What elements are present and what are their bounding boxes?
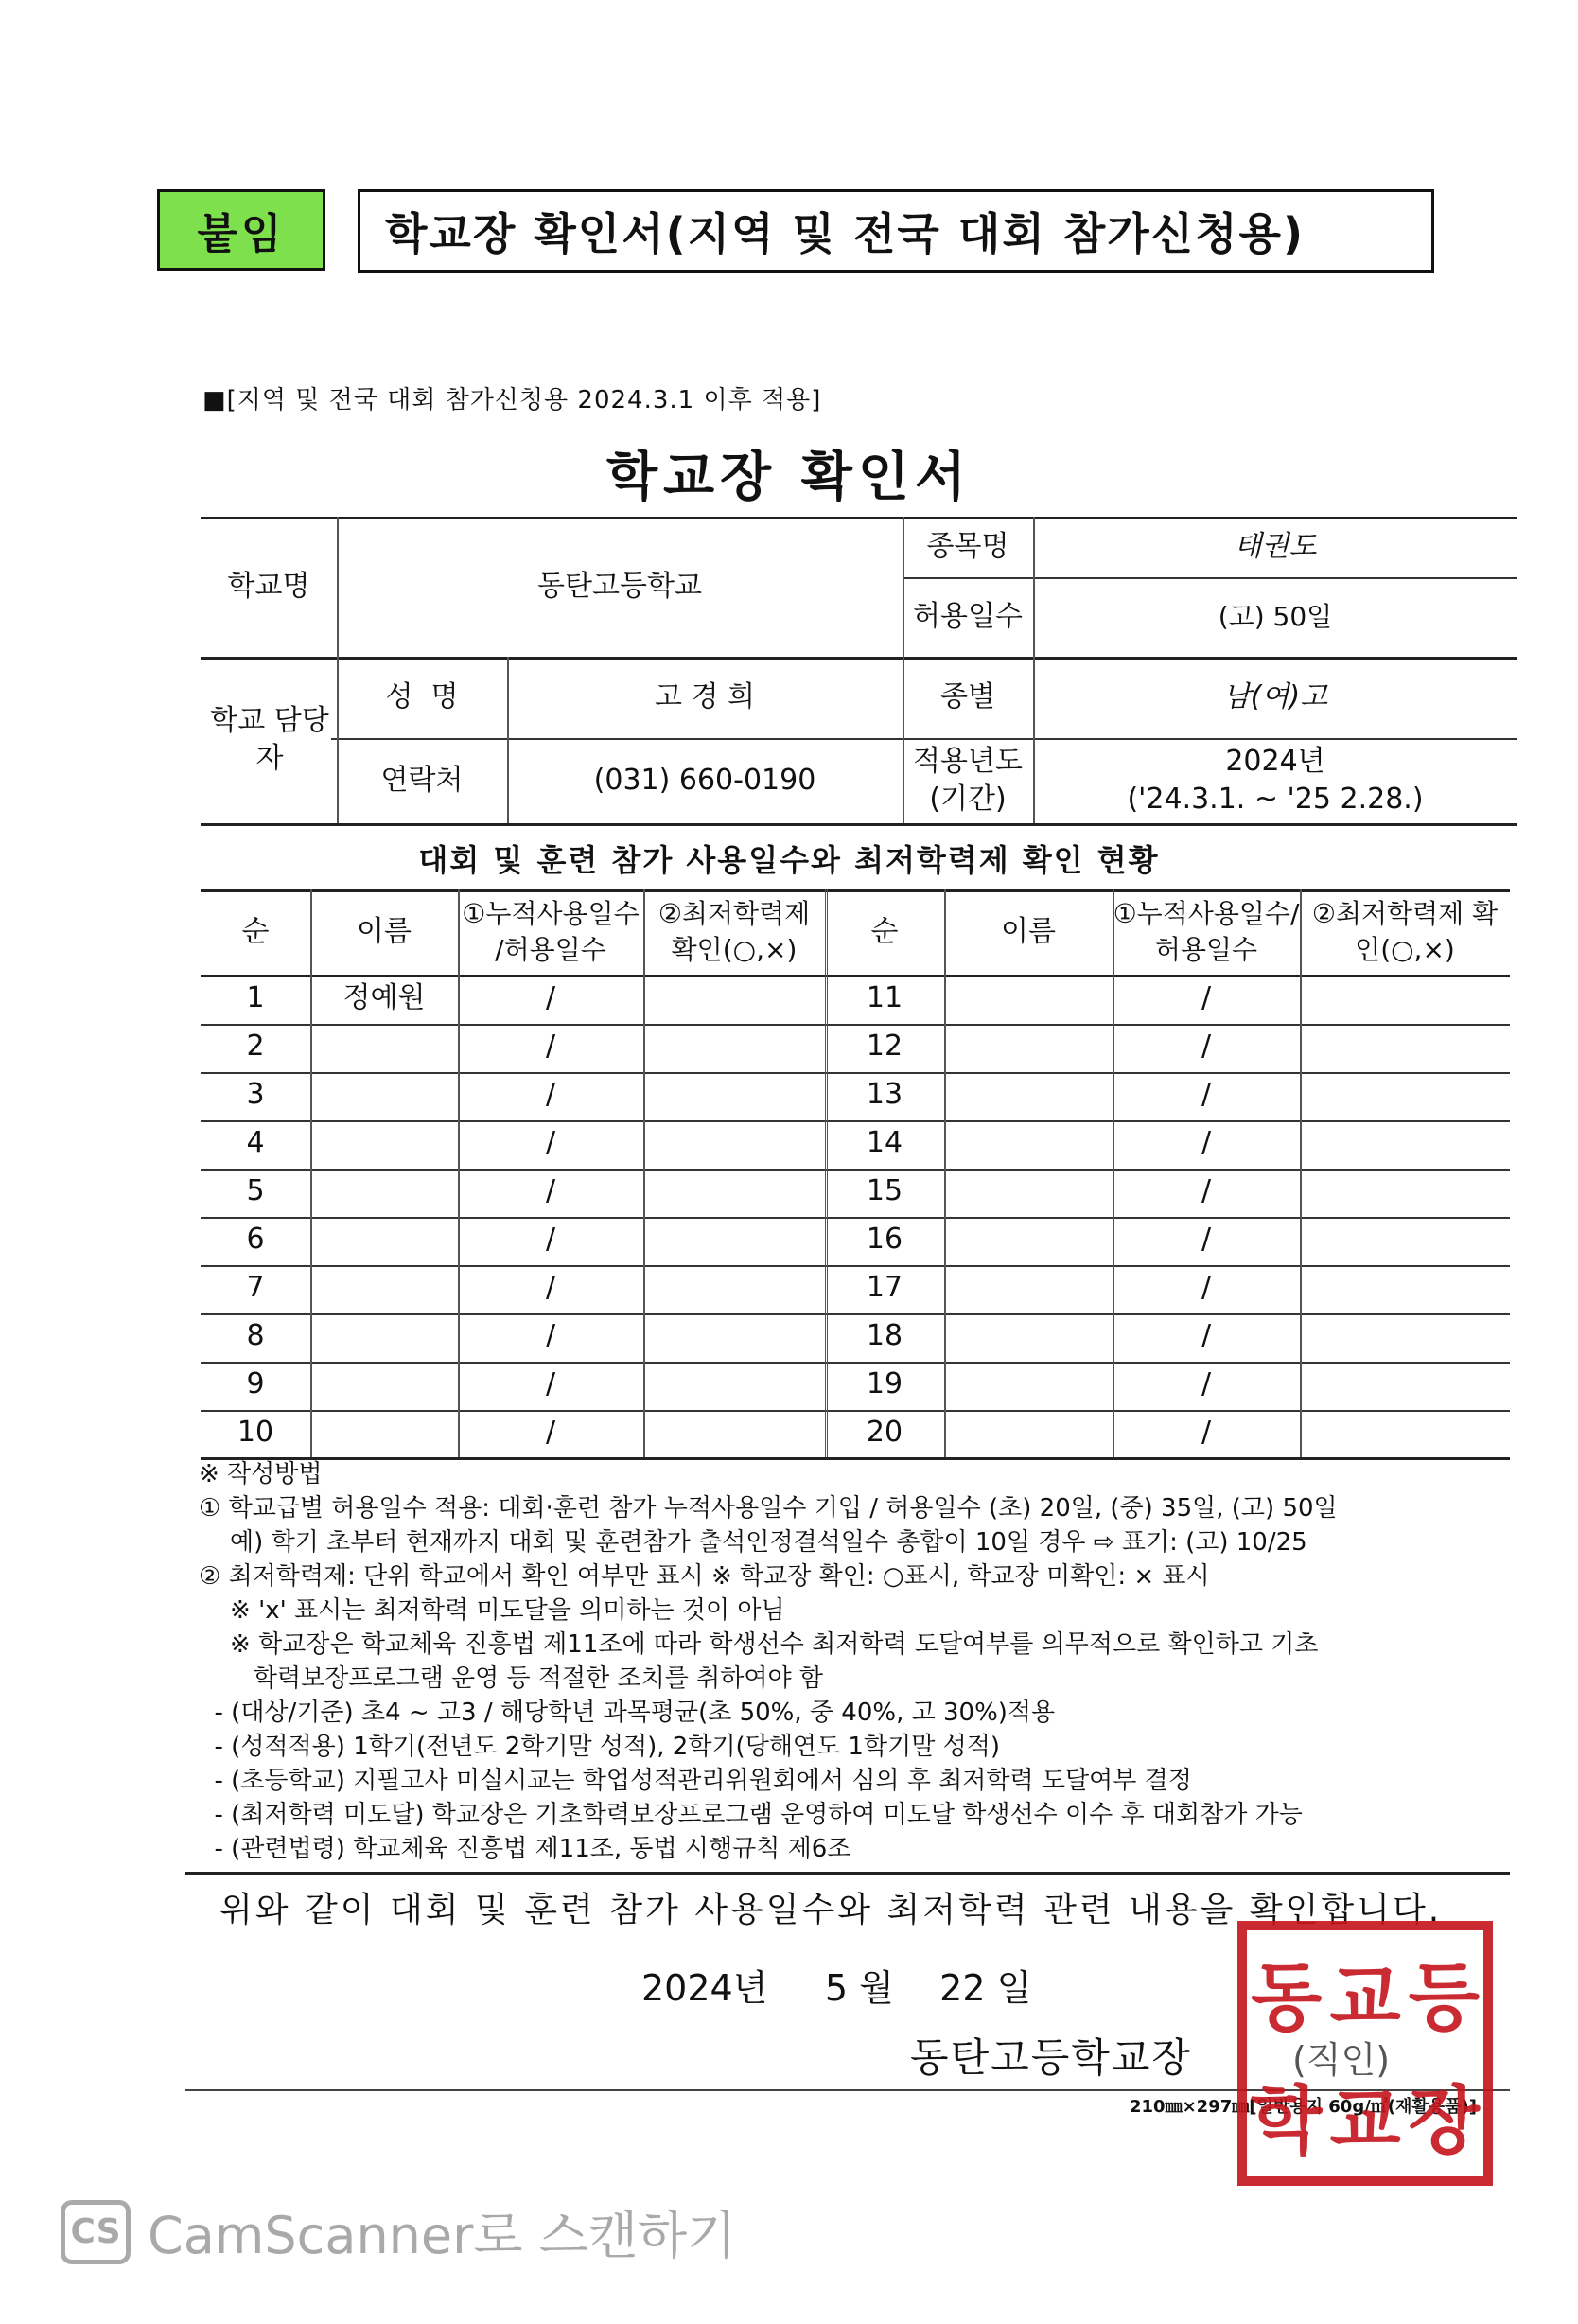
cell-r-days: / <box>1201 1319 1212 1353</box>
cell-r-days: / <box>1201 1367 1212 1401</box>
school-seal-stamp <box>1237 1921 1493 2186</box>
year-value-line2: ('24.3.1. ~ '25 2.28.) <box>1127 783 1424 816</box>
cell-l-days: / <box>545 1030 556 1064</box>
cell-r-days: / <box>1201 1078 1212 1112</box>
cell-l-check <box>643 1071 825 1119</box>
cell-r-no: 20 <box>866 1416 903 1450</box>
cell-l-days: / <box>545 1367 556 1401</box>
cell-r-no: 12 <box>866 1030 903 1064</box>
cell-l-check <box>643 1264 825 1312</box>
confirmation-text: 위와 같이 대회 및 훈련 참가 사용일수와 최저학력 관련 내용을 확인합니다. <box>219 1891 1443 1929</box>
sport-label: 종목명 <box>926 529 1009 563</box>
cell-r-no: 14 <box>866 1126 903 1160</box>
header-check-right: ②최저학력제 확인(○,×) <box>1311 898 1499 965</box>
seal-char: 학 <box>1250 2079 1323 2164</box>
cell-l-check <box>643 1023 825 1071</box>
cell-r-no: 13 <box>866 1078 903 1112</box>
cell-r-days: / <box>1201 1174 1212 1208</box>
cell-r-check <box>1300 1264 1510 1312</box>
cell-l-name <box>310 1168 458 1216</box>
cell-l-no: 1 <box>246 981 265 1015</box>
cell-r-no: 19 <box>866 1367 903 1401</box>
cell-l-name <box>310 1264 458 1312</box>
note-line: ② 최저학력제: 단위 학교에서 확인 여부만 표시 ※ 학교장 확인: ○표시, 학교장 미확인: × 표시 <box>199 1562 1210 1591</box>
cell-r-check <box>1300 1168 1510 1216</box>
cell-l-days: / <box>545 1223 556 1257</box>
cell-l-check <box>643 1312 825 1361</box>
section-title: 대회 및 훈련 참가 사용일수와 최저학력제 확인 현황 <box>418 842 1160 878</box>
cell-r-check <box>1300 1071 1510 1119</box>
note-line: - (최저학력 미도달) 학교장은 기초학력보장프로그램 운영하여 미도달 학생선수 이수 후 대회참가 가능 <box>199 1801 1303 1829</box>
signer-name: 동탄고등학교장 <box>910 2034 1193 2081</box>
cell-l-name <box>310 1119 458 1168</box>
cell-r-no: 11 <box>866 981 903 1015</box>
contact-value: (031) 660-0190 <box>593 763 816 797</box>
header-name-left: 이름 <box>357 914 412 948</box>
header-no-left: 순 <box>241 914 270 948</box>
name-value: 고 경 희 <box>654 679 755 713</box>
seal-char: 동 <box>1250 1956 1323 2041</box>
issue-date <box>641 1959 1031 2011</box>
allowed-days-value: (고) 50일 <box>1218 601 1333 633</box>
header-days-right: ①누적사용일수/ 허용일수 <box>1113 898 1300 965</box>
gender-value: 남(여)고 <box>1222 679 1328 713</box>
name-label: 성 명 <box>385 679 459 713</box>
watermark-text: CamScanner로 스캔하기 <box>148 2206 737 2265</box>
cell-l-days: / <box>545 1271 556 1305</box>
seal-char: 등 <box>1408 1956 1480 2041</box>
cell-l-days: / <box>545 1078 556 1112</box>
cell-r-name <box>944 1264 1113 1312</box>
cell-r-days: / <box>1201 1030 1212 1064</box>
cell-l-name <box>310 1409 458 1457</box>
instructions <box>199 1457 1523 1866</box>
document-title-box <box>358 189 1434 273</box>
cell-r-check <box>1300 1312 1510 1361</box>
note-line: 학력보장프로그램 운영 등 적절한 조치를 취하여야 함 <box>199 1664 823 1693</box>
cell-l-days: / <box>545 1319 556 1353</box>
seal-char: 교 <box>1329 1956 1401 2041</box>
cell-r-check <box>1300 1409 1510 1457</box>
cell-r-days: / <box>1201 1223 1212 1257</box>
year-value-line1: 2024년 <box>1225 744 1325 778</box>
cell-r-name <box>944 1119 1113 1168</box>
cell-r-name <box>944 1312 1113 1361</box>
cell-r-check <box>1300 1023 1510 1071</box>
cell-r-days: / <box>1201 1416 1212 1450</box>
cell-l-no: 3 <box>246 1078 265 1112</box>
contact-label: 연락처 <box>380 763 464 797</box>
cell-l-check <box>643 1168 825 1216</box>
document-title: 학교장 확인서(지역 및 전국 대회 참가신청용) <box>385 208 1305 259</box>
paper-spec: 210㎜×297㎜[일반용지 60g/㎡(재활용품)] <box>1130 2097 1478 2117</box>
cell-l-check <box>643 1216 825 1264</box>
cell-l-no: 7 <box>246 1271 265 1305</box>
page-title: 학교장 확인서 <box>605 447 973 508</box>
year-label: 적용년도 (기간) <box>913 744 1023 816</box>
date-month: 5 <box>824 1967 849 2009</box>
cell-r-check <box>1300 1119 1510 1168</box>
cell-l-days: / <box>545 1174 556 1208</box>
cell-l-check <box>643 975 825 1023</box>
cell-l-name <box>310 1216 458 1264</box>
cell-r-check <box>1300 1361 1510 1409</box>
note-line: ※ 작성방법 <box>199 1460 323 1488</box>
cell-l-check <box>643 1119 825 1168</box>
cell-l-no: 2 <box>246 1030 265 1064</box>
cell-r-no: 18 <box>866 1319 903 1353</box>
cell-r-name <box>944 1216 1113 1264</box>
cell-l-check <box>643 1361 825 1409</box>
allowed-days-label: 허용일수 <box>913 599 1023 633</box>
cell-r-no: 16 <box>866 1223 903 1257</box>
note-line: - (초등학교) 지필고사 미실시교는 학업성적관리위원회에서 심의 후 최저학력 도달여부 결정 <box>199 1767 1192 1795</box>
note-line: - (성적적용) 1학기(전년도 2학기말 성적), 2학기(당해연도 1학기말 성적) <box>199 1733 1000 1761</box>
header-name-right: 이름 <box>1001 914 1056 948</box>
cell-r-name <box>944 1409 1113 1457</box>
staff-label: 학교 담당자 <box>210 703 329 775</box>
cell-l-no: 10 <box>237 1416 274 1450</box>
applicability-caption: ■[지역 및 전국 대회 참가신청용 2024.3.1 이후 적용] <box>202 386 822 414</box>
cell-l-days: / <box>545 1416 556 1450</box>
cell-r-name <box>944 975 1113 1023</box>
cell-l-name <box>310 1361 458 1409</box>
cell-r-no: 15 <box>866 1174 903 1208</box>
cell-r-check <box>1300 1216 1510 1264</box>
sport-value: 태권도 <box>1234 529 1317 563</box>
cell-l-name <box>310 1071 458 1119</box>
cell-r-name <box>944 1361 1113 1409</box>
school-value: 동탄고등학교 <box>537 569 702 603</box>
header-check-left: ②최저학력제 확인(○,×) <box>658 898 811 965</box>
gender-label: 종별 <box>940 679 995 713</box>
cell-l-no: 4 <box>246 1126 265 1160</box>
school-label: 학교명 <box>227 569 310 603</box>
cell-l-no: 9 <box>246 1367 265 1401</box>
camscanner-icon: CS <box>61 2200 131 2264</box>
date-year: 2024년 <box>641 1967 768 2009</box>
cell-r-name <box>944 1023 1113 1071</box>
attachment-tag: 붙임 <box>157 189 325 271</box>
cell-r-days: / <box>1201 1126 1212 1160</box>
note-line: - (대상/기준) 초4 ~ 고3 / 해당학년 과목평균(초 50%, 중 40%, 고 30%)적용 <box>199 1699 1056 1727</box>
note-line: - (관련법령) 학교체육 진흥법 제11조, 동법 시행규칙 제6조 <box>199 1835 851 1863</box>
cell-r-name <box>944 1071 1113 1119</box>
cell-l-no: 6 <box>246 1223 265 1257</box>
cell-l-no: 8 <box>246 1319 265 1353</box>
seal-char: 장 <box>1408 2079 1480 2164</box>
cell-r-days: / <box>1201 1271 1212 1305</box>
date-day-unit: 일 <box>996 1967 1032 2009</box>
header-no-right: 순 <box>870 914 899 948</box>
cell-r-days: / <box>1201 981 1212 1015</box>
cell-l-name <box>310 1312 458 1361</box>
note-line: ※ 학교장은 학교체육 진흥법 제11조에 따라 학생선수 최저학력 도달여부를 의무적으로 확인하고 기초 <box>199 1630 1319 1659</box>
date-month-unit: 월 <box>859 1967 894 2009</box>
note-line: 예) 학기 초부터 현재까지 대회 및 훈련참가 출석인정결석일수 총합이 10일 경우 ⇨ 표기: (고) 10/25 <box>199 1528 1307 1557</box>
cell-r-check <box>1300 975 1510 1023</box>
cell-l-name: 정예원 <box>342 981 426 1015</box>
note-line: ① 학교급별 허용일수 적용: 대회·훈련 참가 누적사용일수 기입 / 허용일수 (초) 20일, (중) 35일, (고) 50일 <box>199 1494 1338 1523</box>
date-day: 22 <box>939 1967 986 2009</box>
cell-l-days: / <box>545 1126 556 1160</box>
cell-l-name <box>310 1023 458 1071</box>
header-days-left: ①누적사용일수 /허용일수 <box>462 898 640 965</box>
cell-r-name <box>944 1168 1113 1216</box>
note-line: ※ 'x' 표시는 최저학력 미도달을 의미하는 것이 아님 <box>199 1596 785 1625</box>
cell-l-check <box>643 1409 825 1457</box>
cell-l-no: 5 <box>246 1174 265 1208</box>
seal-char: 교 <box>1329 2079 1401 2164</box>
year-value <box>1033 738 1517 823</box>
camscanner-watermark <box>61 2195 736 2268</box>
cell-l-days: / <box>545 981 556 1015</box>
cell-r-no: 17 <box>866 1271 903 1305</box>
official-seal-mark: (직인) <box>1292 2039 1391 2081</box>
